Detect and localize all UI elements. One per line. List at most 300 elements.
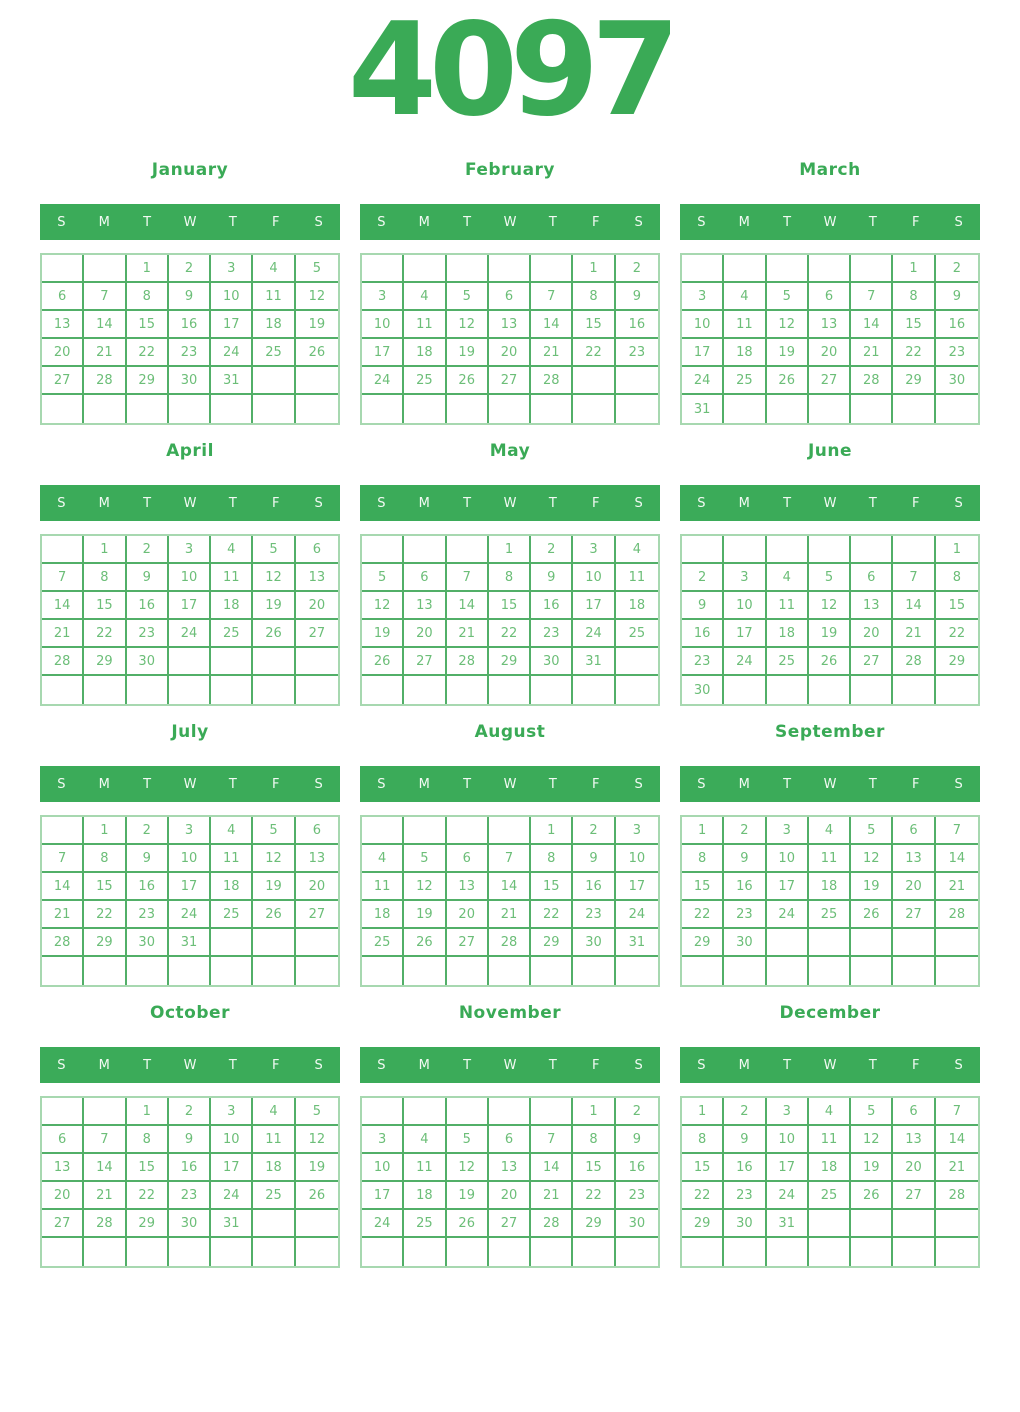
day-cell: 17 xyxy=(211,1154,253,1182)
empty-day-cell xyxy=(447,1238,489,1266)
days-grid xyxy=(360,815,660,987)
empty-day-cell xyxy=(253,1210,295,1238)
day-cell: 9 xyxy=(936,283,978,311)
weekday-label: S xyxy=(634,214,643,230)
weekday-label: T xyxy=(143,495,152,511)
day-cell: 29 xyxy=(682,1210,724,1238)
day-cell: 4 xyxy=(211,536,253,564)
day-cell: 15 xyxy=(682,1154,724,1182)
day-cell: 30 xyxy=(127,929,169,957)
empty-day-cell xyxy=(936,1210,978,1238)
weekday-label: F xyxy=(271,1057,280,1073)
day-cell: 13 xyxy=(447,873,489,901)
days-grid xyxy=(680,1096,980,1268)
month-title: July xyxy=(171,722,209,742)
day-cell: 24 xyxy=(362,367,404,395)
day-cell: 14 xyxy=(447,592,489,620)
day-cell: 17 xyxy=(767,873,809,901)
day-cell: 16 xyxy=(724,1154,766,1182)
day-cell: 25 xyxy=(211,901,253,929)
weekday-label: S xyxy=(377,495,386,511)
day-cell: 9 xyxy=(682,592,724,620)
day-cell: 25 xyxy=(404,1210,446,1238)
day-cell: 29 xyxy=(893,367,935,395)
empty-day-cell xyxy=(84,1238,126,1266)
empty-day-cell xyxy=(531,1238,573,1266)
day-cell: 6 xyxy=(296,817,338,845)
empty-day-cell xyxy=(573,395,615,423)
day-cell: 24 xyxy=(169,620,211,648)
empty-day-cell xyxy=(724,676,766,704)
empty-day-cell xyxy=(253,395,295,423)
day-cell: 3 xyxy=(573,536,615,564)
weekday-label: T xyxy=(783,1057,792,1073)
empty-day-cell xyxy=(809,1238,851,1266)
day-cell: 1 xyxy=(682,817,724,845)
day-cell: 3 xyxy=(211,1098,253,1126)
empty-day-cell xyxy=(489,1238,531,1266)
day-cell: 11 xyxy=(616,564,658,592)
days-grid xyxy=(360,534,660,706)
empty-day-cell xyxy=(851,957,893,985)
weekday-label: S xyxy=(377,776,386,792)
day-cell: 14 xyxy=(42,873,84,901)
day-cell: 5 xyxy=(851,817,893,845)
day-cell: 28 xyxy=(42,648,84,676)
day-cell: 20 xyxy=(489,339,531,367)
day-cell: 23 xyxy=(169,339,211,367)
empty-day-cell xyxy=(851,395,893,423)
empty-day-cell xyxy=(296,1210,338,1238)
day-cell: 10 xyxy=(211,1126,253,1154)
empty-day-cell xyxy=(767,676,809,704)
day-cell: 11 xyxy=(253,1126,295,1154)
weekday-label: T xyxy=(548,1057,557,1073)
empty-day-cell xyxy=(893,1210,935,1238)
day-cell: 25 xyxy=(253,339,295,367)
day-cell: 11 xyxy=(404,311,446,339)
day-cell: 27 xyxy=(296,901,338,929)
weekday-label: W xyxy=(183,1057,197,1073)
day-cell: 21 xyxy=(936,873,978,901)
weekday-label: M xyxy=(738,214,750,230)
day-cell: 20 xyxy=(489,1182,531,1210)
day-cell: 31 xyxy=(573,648,615,676)
day-cell: 17 xyxy=(616,873,658,901)
weekday-label: T xyxy=(783,495,792,511)
day-cell: 16 xyxy=(616,1154,658,1182)
day-cell: 21 xyxy=(84,1182,126,1210)
empty-day-cell xyxy=(42,1098,84,1126)
empty-day-cell xyxy=(531,255,573,283)
empty-day-cell xyxy=(404,395,446,423)
day-cell: 11 xyxy=(724,311,766,339)
day-cell: 2 xyxy=(169,1098,211,1126)
empty-day-cell xyxy=(489,676,531,704)
empty-day-cell xyxy=(616,957,658,985)
day-cell: 11 xyxy=(253,283,295,311)
month-title: May xyxy=(489,441,531,461)
day-cell: 26 xyxy=(253,620,295,648)
day-cell: 16 xyxy=(531,592,573,620)
day-cell: 12 xyxy=(851,845,893,873)
day-cell: 28 xyxy=(893,648,935,676)
empty-day-cell xyxy=(531,1098,573,1126)
day-cell: 2 xyxy=(127,536,169,564)
day-cell: 17 xyxy=(169,873,211,901)
day-cell: 7 xyxy=(447,564,489,592)
day-cell: 10 xyxy=(767,1126,809,1154)
day-cell: 3 xyxy=(724,564,766,592)
weekday-label: M xyxy=(418,776,430,792)
day-cell: 28 xyxy=(851,367,893,395)
weekday-label: S xyxy=(57,1057,66,1073)
empty-day-cell xyxy=(893,957,935,985)
day-cell: 1 xyxy=(573,1098,615,1126)
day-cell: 1 xyxy=(936,536,978,564)
day-cell: 21 xyxy=(84,339,126,367)
day-cell: 14 xyxy=(84,1154,126,1182)
day-cell: 11 xyxy=(767,592,809,620)
weekday-label: T xyxy=(868,776,877,792)
empty-day-cell xyxy=(404,676,446,704)
day-cell: 2 xyxy=(682,564,724,592)
weekday-label: W xyxy=(503,214,517,230)
day-cell: 27 xyxy=(893,1182,935,1210)
day-cell: 18 xyxy=(362,901,404,929)
day-cell: 12 xyxy=(296,1126,338,1154)
day-cell: 22 xyxy=(682,1182,724,1210)
empty-day-cell xyxy=(893,1238,935,1266)
day-cell: 17 xyxy=(362,339,404,367)
weekday-header-row xyxy=(40,204,340,240)
day-cell: 16 xyxy=(127,873,169,901)
day-cell: 18 xyxy=(253,311,295,339)
day-cell: 27 xyxy=(42,367,84,395)
day-cell: 1 xyxy=(682,1098,724,1126)
day-cell: 16 xyxy=(682,620,724,648)
day-cell: 24 xyxy=(724,648,766,676)
empty-day-cell xyxy=(489,957,531,985)
day-cell: 5 xyxy=(447,1126,489,1154)
weekday-label: W xyxy=(503,495,517,511)
day-cell: 15 xyxy=(531,873,573,901)
empty-day-cell xyxy=(616,648,658,676)
weekday-header-row xyxy=(360,204,660,240)
day-cell: 8 xyxy=(489,564,531,592)
weekday-label: W xyxy=(823,495,837,511)
weekday-label: W xyxy=(823,776,837,792)
day-cell: 23 xyxy=(531,620,573,648)
day-cell: 16 xyxy=(573,873,615,901)
day-cell: 19 xyxy=(253,873,295,901)
day-cell: 28 xyxy=(531,367,573,395)
day-cell: 17 xyxy=(724,620,766,648)
empty-day-cell xyxy=(936,957,978,985)
day-cell: 17 xyxy=(767,1154,809,1182)
days-grid xyxy=(360,1096,660,1268)
weekday-label: F xyxy=(271,214,280,230)
day-cell: 20 xyxy=(447,901,489,929)
day-cell: 9 xyxy=(127,845,169,873)
day-cell: 13 xyxy=(851,592,893,620)
empty-day-cell xyxy=(809,676,851,704)
weekday-label: M xyxy=(738,776,750,792)
months-grid xyxy=(0,138,1020,1268)
empty-day-cell xyxy=(489,817,531,845)
year-title: 4097 xyxy=(347,0,673,145)
empty-day-cell xyxy=(296,1238,338,1266)
day-cell: 6 xyxy=(809,283,851,311)
day-cell: 4 xyxy=(809,1098,851,1126)
day-cell: 11 xyxy=(211,564,253,592)
day-cell: 2 xyxy=(531,536,573,564)
empty-day-cell xyxy=(724,395,766,423)
day-cell: 15 xyxy=(127,311,169,339)
days-grid xyxy=(680,253,980,425)
day-cell: 23 xyxy=(573,901,615,929)
day-cell: 27 xyxy=(42,1210,84,1238)
month-february xyxy=(360,160,660,425)
day-cell: 26 xyxy=(851,901,893,929)
day-cell: 30 xyxy=(682,676,724,704)
weekday-label: S xyxy=(57,495,66,511)
day-cell: 21 xyxy=(489,901,531,929)
empty-day-cell xyxy=(362,395,404,423)
day-cell: 15 xyxy=(936,592,978,620)
empty-day-cell xyxy=(767,255,809,283)
day-cell: 6 xyxy=(489,1126,531,1154)
day-cell: 25 xyxy=(724,367,766,395)
day-cell: 5 xyxy=(362,564,404,592)
day-cell: 13 xyxy=(296,845,338,873)
day-cell: 6 xyxy=(404,564,446,592)
empty-day-cell xyxy=(84,957,126,985)
day-cell: 5 xyxy=(767,283,809,311)
day-cell: 28 xyxy=(42,929,84,957)
day-cell: 21 xyxy=(531,339,573,367)
day-cell: 1 xyxy=(127,1098,169,1126)
day-cell: 31 xyxy=(169,929,211,957)
day-cell: 21 xyxy=(851,339,893,367)
weekday-label: S xyxy=(57,776,66,792)
empty-day-cell xyxy=(169,648,211,676)
empty-day-cell xyxy=(724,536,766,564)
day-cell: 4 xyxy=(404,283,446,311)
empty-day-cell xyxy=(447,817,489,845)
empty-day-cell xyxy=(211,648,253,676)
day-cell: 7 xyxy=(42,845,84,873)
day-cell: 29 xyxy=(84,648,126,676)
empty-day-cell xyxy=(362,255,404,283)
day-cell: 12 xyxy=(253,845,295,873)
day-cell: 6 xyxy=(851,564,893,592)
day-cell: 19 xyxy=(253,592,295,620)
day-cell: 14 xyxy=(851,311,893,339)
weekday-label: W xyxy=(183,776,197,792)
day-cell: 18 xyxy=(724,339,766,367)
weekday-label: T xyxy=(463,214,472,230)
day-cell: 26 xyxy=(809,648,851,676)
day-cell: 1 xyxy=(84,817,126,845)
day-cell: 3 xyxy=(767,1098,809,1126)
weekday-label: S xyxy=(634,776,643,792)
days-grid xyxy=(360,253,660,425)
day-cell: 27 xyxy=(489,1210,531,1238)
weekday-label: W xyxy=(823,1057,837,1073)
weekday-label: S xyxy=(314,1057,323,1073)
empty-day-cell xyxy=(42,255,84,283)
weekday-header-row xyxy=(40,1047,340,1083)
day-cell: 19 xyxy=(296,311,338,339)
day-cell: 28 xyxy=(84,367,126,395)
day-cell: 8 xyxy=(682,1126,724,1154)
empty-day-cell xyxy=(936,1238,978,1266)
day-cell: 6 xyxy=(489,283,531,311)
day-cell: 19 xyxy=(296,1154,338,1182)
weekday-header-row xyxy=(680,766,980,802)
empty-day-cell xyxy=(573,1238,615,1266)
empty-day-cell xyxy=(253,957,295,985)
day-cell: 25 xyxy=(809,901,851,929)
weekday-label: M xyxy=(418,214,430,230)
day-cell: 30 xyxy=(724,929,766,957)
day-cell: 30 xyxy=(724,1210,766,1238)
empty-day-cell xyxy=(84,255,126,283)
day-cell: 15 xyxy=(573,311,615,339)
day-cell: 1 xyxy=(573,255,615,283)
day-cell: 4 xyxy=(362,845,404,873)
day-cell: 9 xyxy=(127,564,169,592)
weekday-header-row xyxy=(360,485,660,521)
day-cell: 1 xyxy=(127,255,169,283)
day-cell: 8 xyxy=(893,283,935,311)
day-cell: 19 xyxy=(362,620,404,648)
day-cell: 3 xyxy=(362,1126,404,1154)
day-cell: 12 xyxy=(362,592,404,620)
day-cell: 12 xyxy=(767,311,809,339)
weekday-header-row xyxy=(360,766,660,802)
day-cell: 22 xyxy=(682,901,724,929)
month-september xyxy=(680,722,980,987)
day-cell: 15 xyxy=(127,1154,169,1182)
empty-day-cell xyxy=(447,957,489,985)
empty-day-cell xyxy=(489,1098,531,1126)
weekday-label: M xyxy=(98,776,110,792)
day-cell: 5 xyxy=(809,564,851,592)
day-cell: 17 xyxy=(682,339,724,367)
day-cell: 19 xyxy=(447,339,489,367)
day-cell: 1 xyxy=(489,536,531,564)
day-cell: 17 xyxy=(573,592,615,620)
day-cell: 11 xyxy=(211,845,253,873)
weekday-header-row xyxy=(40,766,340,802)
month-title: December xyxy=(779,1003,881,1023)
empty-day-cell xyxy=(362,536,404,564)
day-cell: 14 xyxy=(893,592,935,620)
weekday-label: S xyxy=(377,214,386,230)
day-cell: 2 xyxy=(724,817,766,845)
day-cell: 27 xyxy=(851,648,893,676)
day-cell: 30 xyxy=(936,367,978,395)
day-cell: 4 xyxy=(724,283,766,311)
empty-day-cell xyxy=(404,536,446,564)
empty-day-cell xyxy=(573,367,615,395)
day-cell: 7 xyxy=(489,845,531,873)
month-july xyxy=(40,722,340,987)
day-cell: 26 xyxy=(447,1210,489,1238)
weekday-label: S xyxy=(954,214,963,230)
weekday-label: T xyxy=(463,776,472,792)
day-cell: 15 xyxy=(84,873,126,901)
month-december xyxy=(680,1003,980,1268)
day-cell: 26 xyxy=(362,648,404,676)
day-cell: 18 xyxy=(211,592,253,620)
day-cell: 18 xyxy=(404,1182,446,1210)
empty-day-cell xyxy=(809,536,851,564)
weekday-label: S xyxy=(314,776,323,792)
day-cell: 2 xyxy=(616,1098,658,1126)
days-grid xyxy=(40,815,340,987)
month-march xyxy=(680,160,980,425)
day-cell: 24 xyxy=(211,1182,253,1210)
day-cell: 12 xyxy=(447,311,489,339)
day-cell: 5 xyxy=(296,255,338,283)
weekday-label: S xyxy=(57,214,66,230)
empty-day-cell xyxy=(42,676,84,704)
day-cell: 7 xyxy=(84,1126,126,1154)
day-cell: 23 xyxy=(169,1182,211,1210)
weekday-label: S xyxy=(697,1057,706,1073)
day-cell: 22 xyxy=(531,901,573,929)
day-cell: 4 xyxy=(253,255,295,283)
day-cell: 13 xyxy=(809,311,851,339)
day-cell: 10 xyxy=(767,845,809,873)
empty-day-cell xyxy=(296,929,338,957)
day-cell: 25 xyxy=(211,620,253,648)
weekday-label: S xyxy=(634,495,643,511)
day-cell: 20 xyxy=(893,873,935,901)
empty-day-cell xyxy=(404,817,446,845)
empty-day-cell xyxy=(169,676,211,704)
day-cell: 24 xyxy=(573,620,615,648)
days-grid xyxy=(680,534,980,706)
weekday-label: M xyxy=(418,1057,430,1073)
weekday-label: M xyxy=(418,495,430,511)
day-cell: 3 xyxy=(616,817,658,845)
day-cell: 23 xyxy=(724,901,766,929)
day-cell: 25 xyxy=(253,1182,295,1210)
empty-day-cell xyxy=(851,255,893,283)
day-cell: 17 xyxy=(211,311,253,339)
day-cell: 11 xyxy=(362,873,404,901)
empty-day-cell xyxy=(404,1098,446,1126)
day-cell: 24 xyxy=(767,1182,809,1210)
day-cell: 14 xyxy=(936,845,978,873)
day-cell: 24 xyxy=(682,367,724,395)
weekday-label: S xyxy=(634,1057,643,1073)
month-title: February xyxy=(464,160,556,180)
empty-day-cell xyxy=(767,395,809,423)
weekday-label: F xyxy=(911,1057,920,1073)
empty-day-cell xyxy=(531,957,573,985)
weekday-label: W xyxy=(183,495,197,511)
empty-day-cell xyxy=(447,1098,489,1126)
day-cell: 24 xyxy=(362,1210,404,1238)
day-cell: 6 xyxy=(893,817,935,845)
day-cell: 2 xyxy=(573,817,615,845)
day-cell: 9 xyxy=(616,283,658,311)
